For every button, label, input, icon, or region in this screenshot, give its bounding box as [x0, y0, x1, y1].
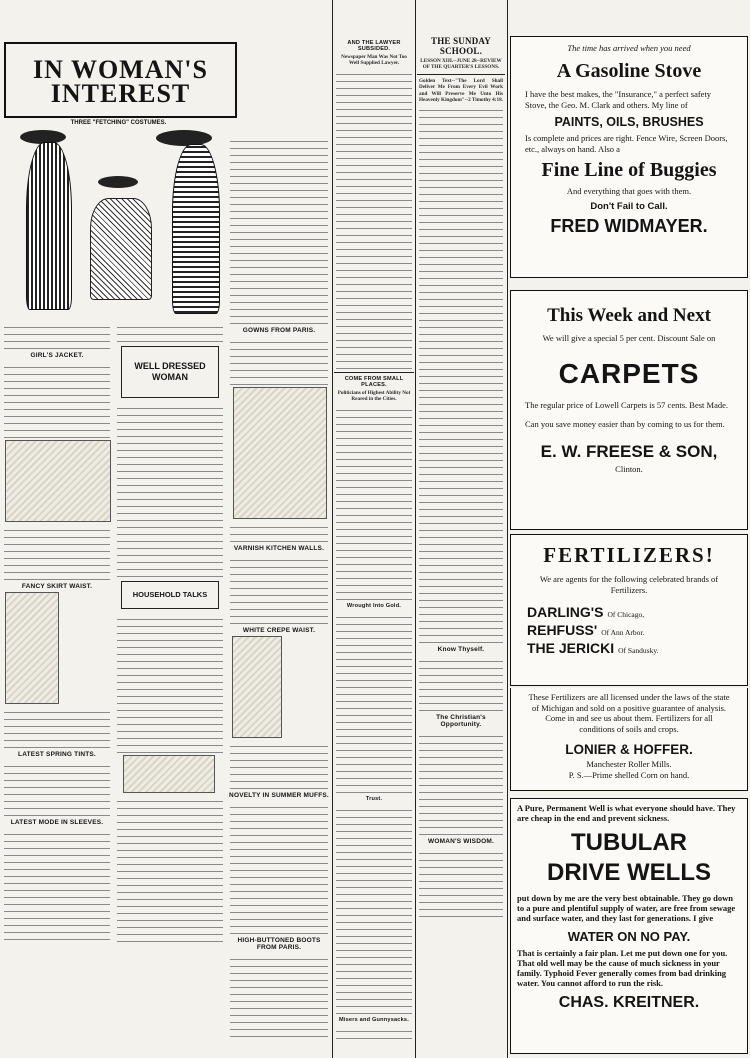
- fertilizers-headline: FERTILIZERS!: [543, 543, 715, 567]
- well-body: put down by me are the very best obtainable. They go down to a pure and plentiful supply of water, are free from sewage and surface water, and they last for generations. I give: [517, 893, 736, 923]
- dont-fail: Don't Fail to Call.: [590, 201, 668, 212]
- widmayer-ad: [510, 36, 748, 278]
- text-column-b: [115, 320, 225, 943]
- water-body: That is certainly a fair plan. Let me put down one for you. That old well may be the cause of much sickness in your family. Typhoid Fever generally comes from bad drinking water. You cannot afford to run the risk.: [517, 948, 728, 988]
- chair-illustration: [90, 198, 152, 300]
- household-talks-banner: [121, 581, 219, 609]
- column-rule: [507, 0, 508, 1058]
- brand-name: REHFUSS': [527, 622, 598, 638]
- text-column-c: [228, 134, 330, 1038]
- kreitner-ad: [510, 798, 748, 1054]
- heading-spring-tints: LATEST SPRING TINTS.: [18, 751, 96, 758]
- water-headline: WATER ON NO PAY.: [567, 929, 691, 944]
- sunday-school-column: [417, 2, 505, 1054]
- heading-know-thyself: Know Thyself.: [437, 646, 485, 654]
- well-dressed-label: WELL DRESSED WOMAN: [134, 361, 206, 382]
- heading-girls-jacket: GIRL'S JACKET.: [30, 352, 84, 359]
- fertilizers-ad: [510, 534, 748, 686]
- manchester-text: Manchester Roller Mills.: [586, 759, 672, 769]
- heading-sleeves: LATEST MODE IN SLEEVES.: [10, 819, 104, 826]
- sunday-school-masthead: THE SUNDAY SCHOOL.: [431, 36, 491, 56]
- ads-column: [510, 4, 748, 1054]
- carpets-body2: Can you save money easier than by coming to us for them.: [525, 419, 725, 429]
- brand-list: [527, 604, 747, 658]
- fashion-illustration: [6, 128, 238, 314]
- waist-illustration: [5, 592, 59, 704]
- heading-misers: Misers and Gunnysacks.: [339, 1016, 409, 1023]
- fertilizers-body2: These Fertilizers are all licensed under the laws of the state of Michigan and sold on a positive guarantee of analysis. Come in and see us about them. Fertilizers for all conditions of soils and crops.: [528, 692, 730, 734]
- dress-illustration: [172, 144, 220, 314]
- heading-gowns: GOWNS FROM PARIS.: [242, 327, 316, 334]
- gasoline-headline: A Gasoline Stove: [556, 60, 702, 82]
- well-intro: A Pure, Permanent Well is what everyone should have. They are cheap in the end and prevent sickness.: [517, 803, 736, 823]
- column-rule: [332, 0, 333, 1058]
- heading-novelty: NOVELTY IN SUMMER MUFFS.: [229, 792, 329, 799]
- lesson-title: LESSON XIII.--JUNE 28--REVIEW OF THE QUARTER'S LESSONS.: [420, 58, 502, 71]
- this-week-headline: This Week and Next: [547, 305, 711, 326]
- carpets-body: The regular price of Lowell Carpets is 57 cents. Best Made.: [525, 400, 728, 410]
- heading-white-waist: WHITE CREPE WAIST.: [242, 627, 316, 634]
- paints-headline: PAINTS, OILS, BRUSHES: [554, 115, 704, 129]
- buggies-body: And everything that goes with them.: [566, 186, 692, 196]
- freese-name: E. W. FREESE & SON,: [540, 442, 718, 461]
- carpets-headline: CARPETS: [558, 358, 700, 389]
- brand-rehfuss: [527, 622, 747, 640]
- widmayer-name: FRED WIDMAYER.: [550, 216, 708, 236]
- column-rule: [415, 0, 416, 1058]
- lawyer-column: [334, 2, 414, 1054]
- heading-high-boots: HIGH-BUTTONED BOOTS FROM PARIS.: [237, 937, 321, 951]
- heading-lawyer: AND THE LAWYER SUBSIDED.: [347, 40, 401, 52]
- paints-body: Is complete and prices are right. Fence Wire, Screen Doors, etc., always on hand. Also a: [525, 133, 728, 154]
- costumes-caption: THREE "FETCHING" COSTUMES.: [70, 120, 167, 126]
- heading-christian: The Christian's Opportunity.: [436, 714, 486, 729]
- brand-origin: Of Chicago,: [607, 610, 645, 619]
- brand-name: THE JERICKI: [527, 640, 615, 656]
- jacket-illustration: [5, 440, 111, 522]
- masthead-box: [4, 42, 237, 118]
- dress-illustration: [26, 142, 72, 310]
- heading-womans-wisdom: WOMAN'S WISDOM.: [428, 838, 494, 846]
- gasoline-intro: The time has arrived when you need: [567, 43, 691, 53]
- drive-wells-headline: DRIVE WELLS: [546, 859, 711, 886]
- brand-origin: Of Sandusky.: [618, 646, 659, 655]
- gasoline-body: I have the best makes, the "Insurance," a perfect safety Stove, the Geo. M. Clark and others. My line of: [525, 89, 712, 110]
- womans-interest-section: [2, 2, 330, 1054]
- brand-darlings: [527, 604, 747, 622]
- golden-text: Golden Text--"The Lord Shall Deliver Me From Every Evil Work and Will Preserve Me Unto His Heavenly Kingdom"--2 Timothy 4:18.: [419, 77, 503, 104]
- ps-text: P. S.—Prime shelled Corn on hand.: [568, 770, 690, 780]
- household-label: HOUSEHOLD TALKS: [132, 590, 208, 599]
- clinton-text: Clinton.: [615, 464, 643, 474]
- kreitner-name: CHAS. KREITNER.: [558, 994, 700, 1011]
- heading-varnish: VARNISH KITCHEN WALLS.: [233, 545, 325, 552]
- hat-illustration: [156, 130, 212, 146]
- brand-name: DARLING'S: [527, 604, 604, 620]
- white-waist-illustration: [232, 636, 282, 738]
- heading-fancy-waist: FANCY SKIRT WAIST.: [21, 583, 93, 590]
- well-dressed-woman-banner: [121, 346, 219, 398]
- section-title: IN WOMAN'S INTEREST: [33, 55, 208, 108]
- sleeve-illustration: [123, 755, 215, 793]
- heading-trust: Trust.: [365, 795, 383, 802]
- subheading-small-places: Politicians of Highest Ability Not Reared in the Cities.: [337, 389, 411, 403]
- freese-ad: [510, 290, 748, 530]
- text-column-a: [2, 320, 112, 941]
- gown-illustration: [233, 387, 327, 519]
- discount-text: We will give a special 5 per cent. Discount Sale on: [542, 333, 716, 343]
- brand-jericki: [527, 640, 747, 658]
- tubular-headline: TUBULAR: [571, 829, 687, 856]
- brand-origin: Of Ann Arbor.: [601, 628, 645, 637]
- lonier-name: LONIER & HOFFER.: [565, 742, 693, 757]
- fertilizers-ad-lower: [510, 688, 748, 791]
- hat-illustration: [98, 176, 138, 188]
- buggies-headline: Fine Line of Buggies: [541, 159, 717, 181]
- fertilizers-body: We are agents for the following celebrated brands of Fertilizers.: [539, 574, 719, 595]
- heading-wrought-gold: Wrought Into Gold.: [346, 602, 402, 609]
- subheading-lawyer: Newspaper Man Was Not Too Well Supplied Lawyer.: [341, 54, 407, 67]
- heading-small-places: COME FROM SMALL PLACES.: [344, 375, 404, 388]
